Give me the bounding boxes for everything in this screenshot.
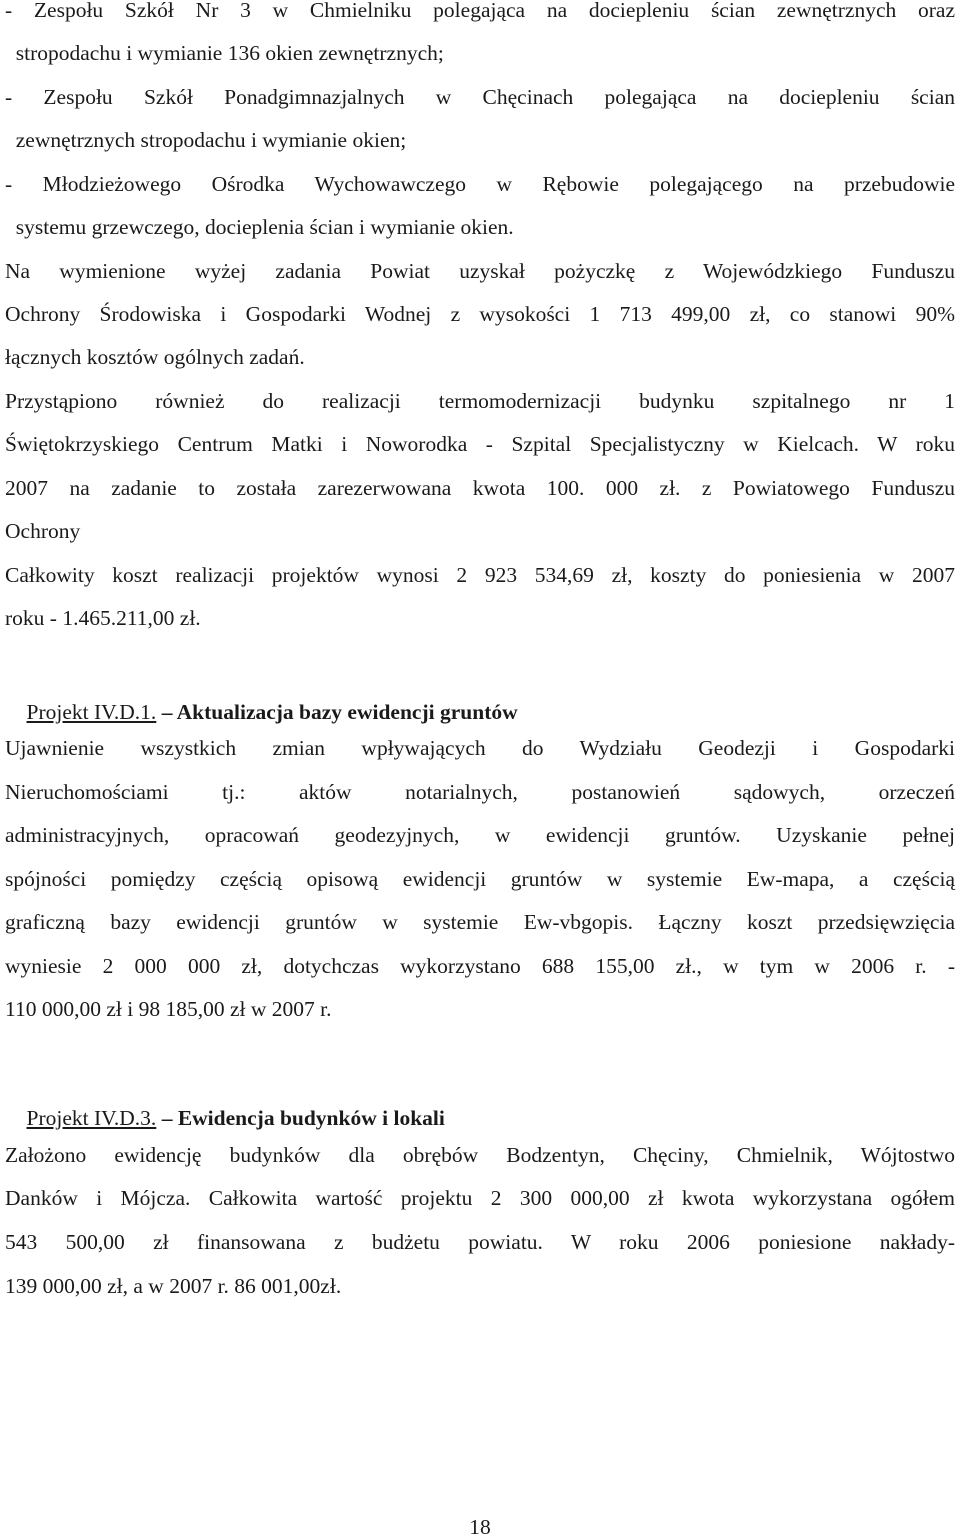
- list-item-1-line-2: stropodachu i wymianie 136 okien zewnętrznych;: [5, 41, 444, 65]
- section-1-title: Aktualizacja bazy ewidencji gruntów: [176, 699, 518, 724]
- list-item-1-line-1: - Zespołu Szkół Nr 3 w Chmielniku polegająca na dociepleniu ścian zewnętrznych oraz: [5, 0, 955, 22]
- section-2-title: Ewidencja budynków i lokali: [177, 1105, 445, 1130]
- section-2-heading: [5, 1086, 445, 1151]
- section-1-line-3: administracyjnych, opracowań geodezyjnych, w ewidencji gruntów. Uzyskanie pełnej: [5, 823, 955, 847]
- section-2-line-2: Danków i Mójcza. Całkowita wartość projektu 2 300 000,00 zł kwota wykorzystana ogółem: [5, 1186, 955, 1210]
- page-number: 18: [469, 1515, 491, 1539]
- paragraph-2-line-1: Przystąpiono również do realizacji termomodernizacji budynku szpitalnego nr 1: [5, 389, 955, 413]
- paragraph-3-line-2: roku - 1.465.211,00 zł.: [5, 606, 201, 630]
- list-item-2-line-2: zewnętrznych stropodachu i wymianie okien;: [5, 128, 407, 152]
- section-1-line-6: wyniesie 2 000 000 zł, dotychczas wykorzystano 688 155,00 zł., w tym w 2006 r. -: [5, 954, 955, 978]
- section-1-line-1: Ujawnienie wszystkich zmian wpływających do Wydziału Geodezji i Gospodarki: [5, 736, 955, 760]
- paragraph-3-line-1: Całkowity koszt realizacji projektów wynosi 2 923 534,69 zł, koszty do poniesienia w 2007: [5, 563, 955, 587]
- section-1-line-7: 110 000,00 zł i 98 185,00 zł w 2007 r.: [5, 997, 332, 1021]
- section-1-line-4: spójności pomiędzy częścią opisową ewidencji gruntów w systemie Ew-mapa, a częścią: [5, 867, 955, 891]
- section-2-line-1: Założono ewidencję budynków dla obrębów Bodzentyn, Chęciny, Chmielnik, Wójtostwo: [5, 1143, 955, 1167]
- paragraph-2-line-2: Świętokrzyskiego Centrum Matki i Noworodka - Szpital Specjalistyczny w Kielcach. W roku: [5, 432, 955, 456]
- section-1-line-5: graficzną bazy ewidencji gruntów w systemie Ew-vbgopis. Łączny koszt przedsięwzięcia: [5, 910, 955, 934]
- list-item-2-line-1: - Zespołu Szkół Ponadgimnazjalnych w Chęcinach polegająca na dociepleniu ścian: [5, 85, 955, 109]
- paragraph-2-line-3: 2007 na zadanie to została zarezerwowana kwota 100. 000 zł. z Powiatowego Funduszu: [5, 476, 955, 500]
- section-2-line-3: 543 500,00 zł finansowana z budżetu powiatu. W roku 2006 poniesione nakłady-: [5, 1230, 955, 1254]
- list-item-3-line-2: systemu grzewczego, docieplenia ścian i wymianie okien.: [5, 215, 514, 239]
- paragraph-2-line-4: Ochrony: [5, 519, 81, 543]
- section-2-line-4: 139 000,00 zł, a w 2007 r. 86 001,00zł.: [5, 1274, 342, 1298]
- list-item-3-line-1: - Młodzieżowego Ośrodka Wychowawczego w Rębowie polegającego na przebudowie: [5, 172, 955, 196]
- section-1-heading: [5, 680, 518, 745]
- paragraph-1-line-2: Ochrony Środowiska i Gospodarki Wodnej z wysokości 1 713 499,00 zł, co stanowi 90%: [5, 302, 955, 326]
- section-1-dash: –: [156, 699, 177, 724]
- section-2-dash: –: [156, 1105, 178, 1130]
- paragraph-1-line-1: Na wymienione wyżej zadania Powiat uzyskał pożyczkę z Wojewódzkiego Funduszu: [5, 259, 955, 283]
- section-1-line-2: Nieruchomościami tj.: aktów notarialnych, postanowień sądowych, orzeczeń: [5, 780, 955, 804]
- section-2-label: Projekt IV.D.3.: [26, 1105, 157, 1130]
- paragraph-1-line-3: łącznych kosztów ogólnych zadań.: [5, 345, 305, 369]
- section-1-label: Projekt IV.D.1.: [26, 699, 157, 724]
